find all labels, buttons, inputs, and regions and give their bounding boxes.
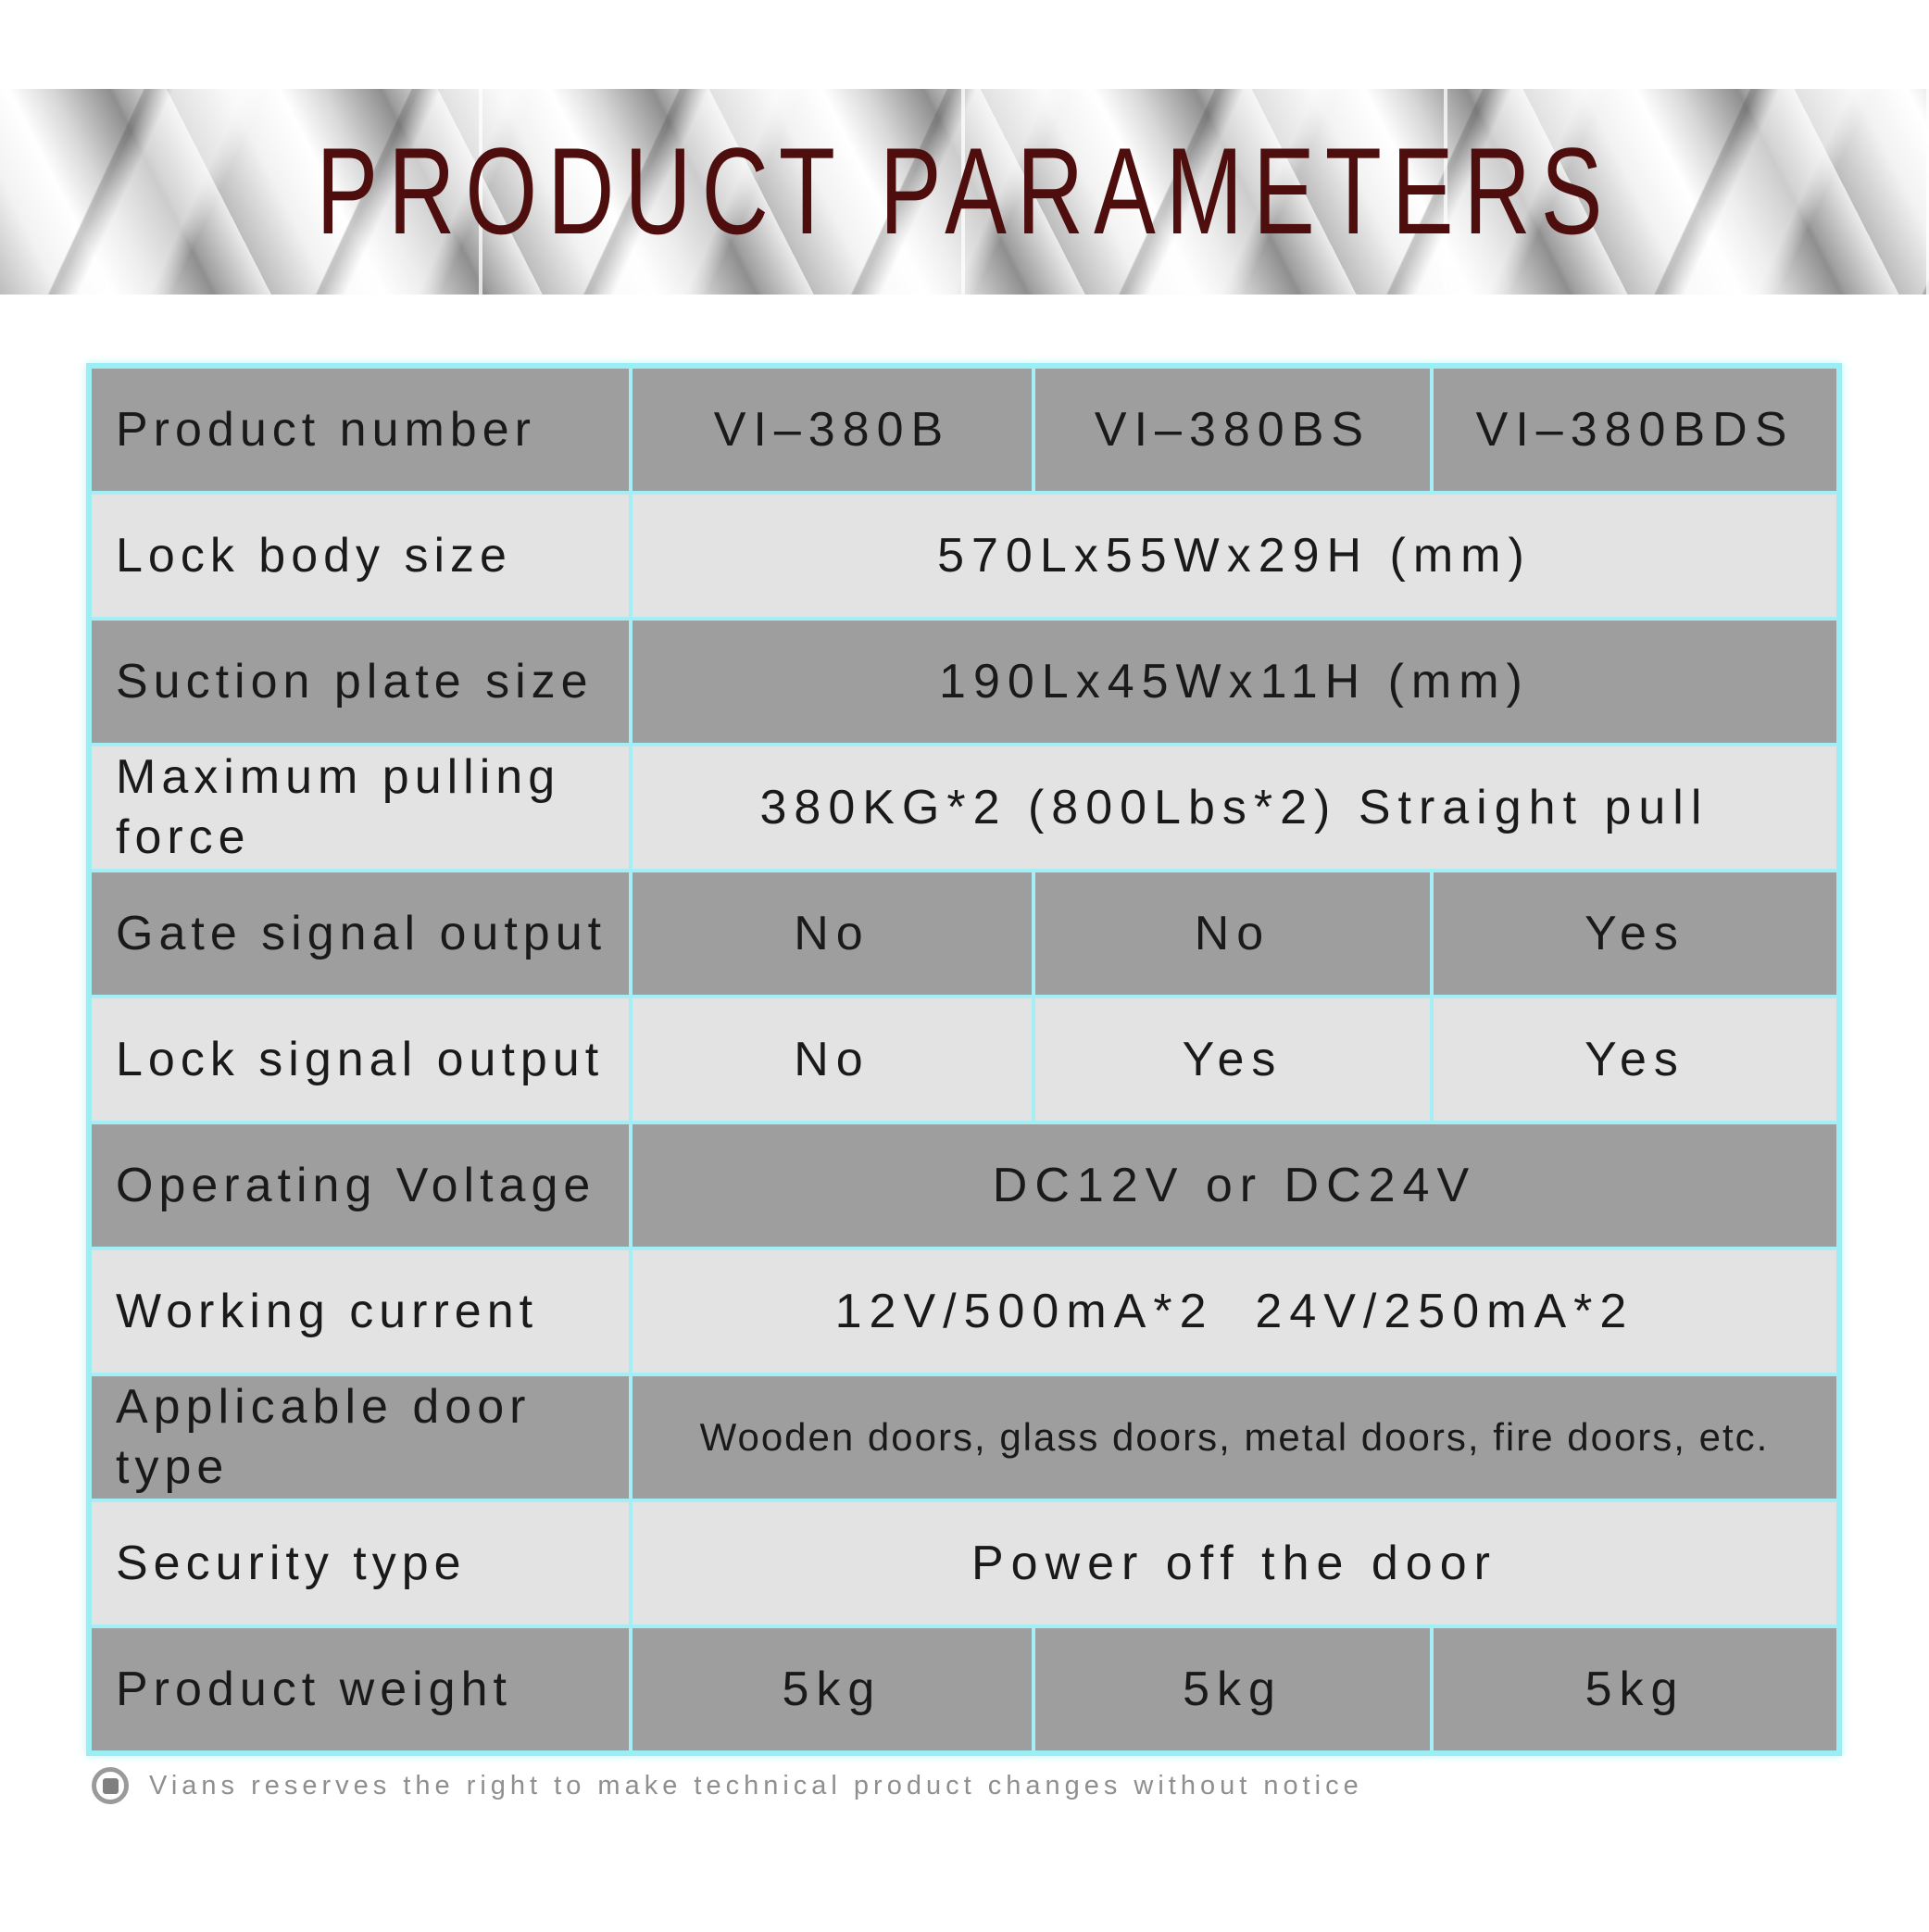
cell-value: 5kg: [1434, 1628, 1836, 1750]
cell-value: Power off the door: [633, 1502, 1836, 1625]
row-label: Product number: [92, 369, 629, 491]
footer-note-text: Vians reserves the right to make technical product changes without notice: [149, 1770, 1363, 1800]
parameters-table: [86, 363, 1842, 1756]
cell-value: 5kg: [1035, 1628, 1430, 1750]
cell-value: No: [633, 872, 1032, 995]
cell-value: 570Lx55Wx29H (mm): [633, 495, 1836, 617]
cell-value: VI–380B: [633, 369, 1032, 491]
cell-value: VI–380BDS: [1434, 369, 1836, 491]
cell-value: Yes: [1434, 998, 1836, 1121]
cell-value: 380KG*2 (800Lbs*2) Straight pull: [633, 746, 1836, 869]
stop-square-glyph: [103, 1778, 119, 1794]
cell-value: No: [1035, 872, 1430, 995]
row-label: Maximum pulling force: [92, 746, 629, 869]
cell-value: Yes: [1434, 872, 1836, 995]
cell-value: VI–380BS: [1035, 369, 1430, 491]
row-label: Product weight: [92, 1628, 629, 1750]
cell-value: 5kg: [633, 1628, 1032, 1750]
row-label: Gate signal output: [92, 872, 629, 995]
footer-note: [92, 1765, 1363, 1806]
row-label: Operating Voltage: [92, 1124, 629, 1247]
row-label: Suction plate size: [92, 621, 629, 743]
cell-value: Wooden doors, glass doors, metal doors, fire doors, etc.: [633, 1376, 1836, 1499]
cell-value: 12V/500mA*2 24V/250mA*2: [633, 1250, 1836, 1373]
cell-value: 190Lx45Wx11H (mm): [633, 621, 1836, 743]
row-label: Lock signal output: [92, 998, 629, 1121]
row-label: Security type: [92, 1502, 629, 1625]
row-label: Lock body size: [92, 495, 629, 617]
stop-circle-icon: [92, 1767, 129, 1804]
cell-value: DC12V or DC24V: [633, 1124, 1836, 1247]
cell-value: No: [633, 998, 1032, 1121]
header-banner: [0, 89, 1929, 295]
page-title: PRODUCT PARAMETERS: [316, 121, 1613, 260]
row-label: Working current: [92, 1250, 629, 1373]
cell-value: Yes: [1035, 998, 1430, 1121]
row-label: Applicable door type: [92, 1376, 629, 1499]
